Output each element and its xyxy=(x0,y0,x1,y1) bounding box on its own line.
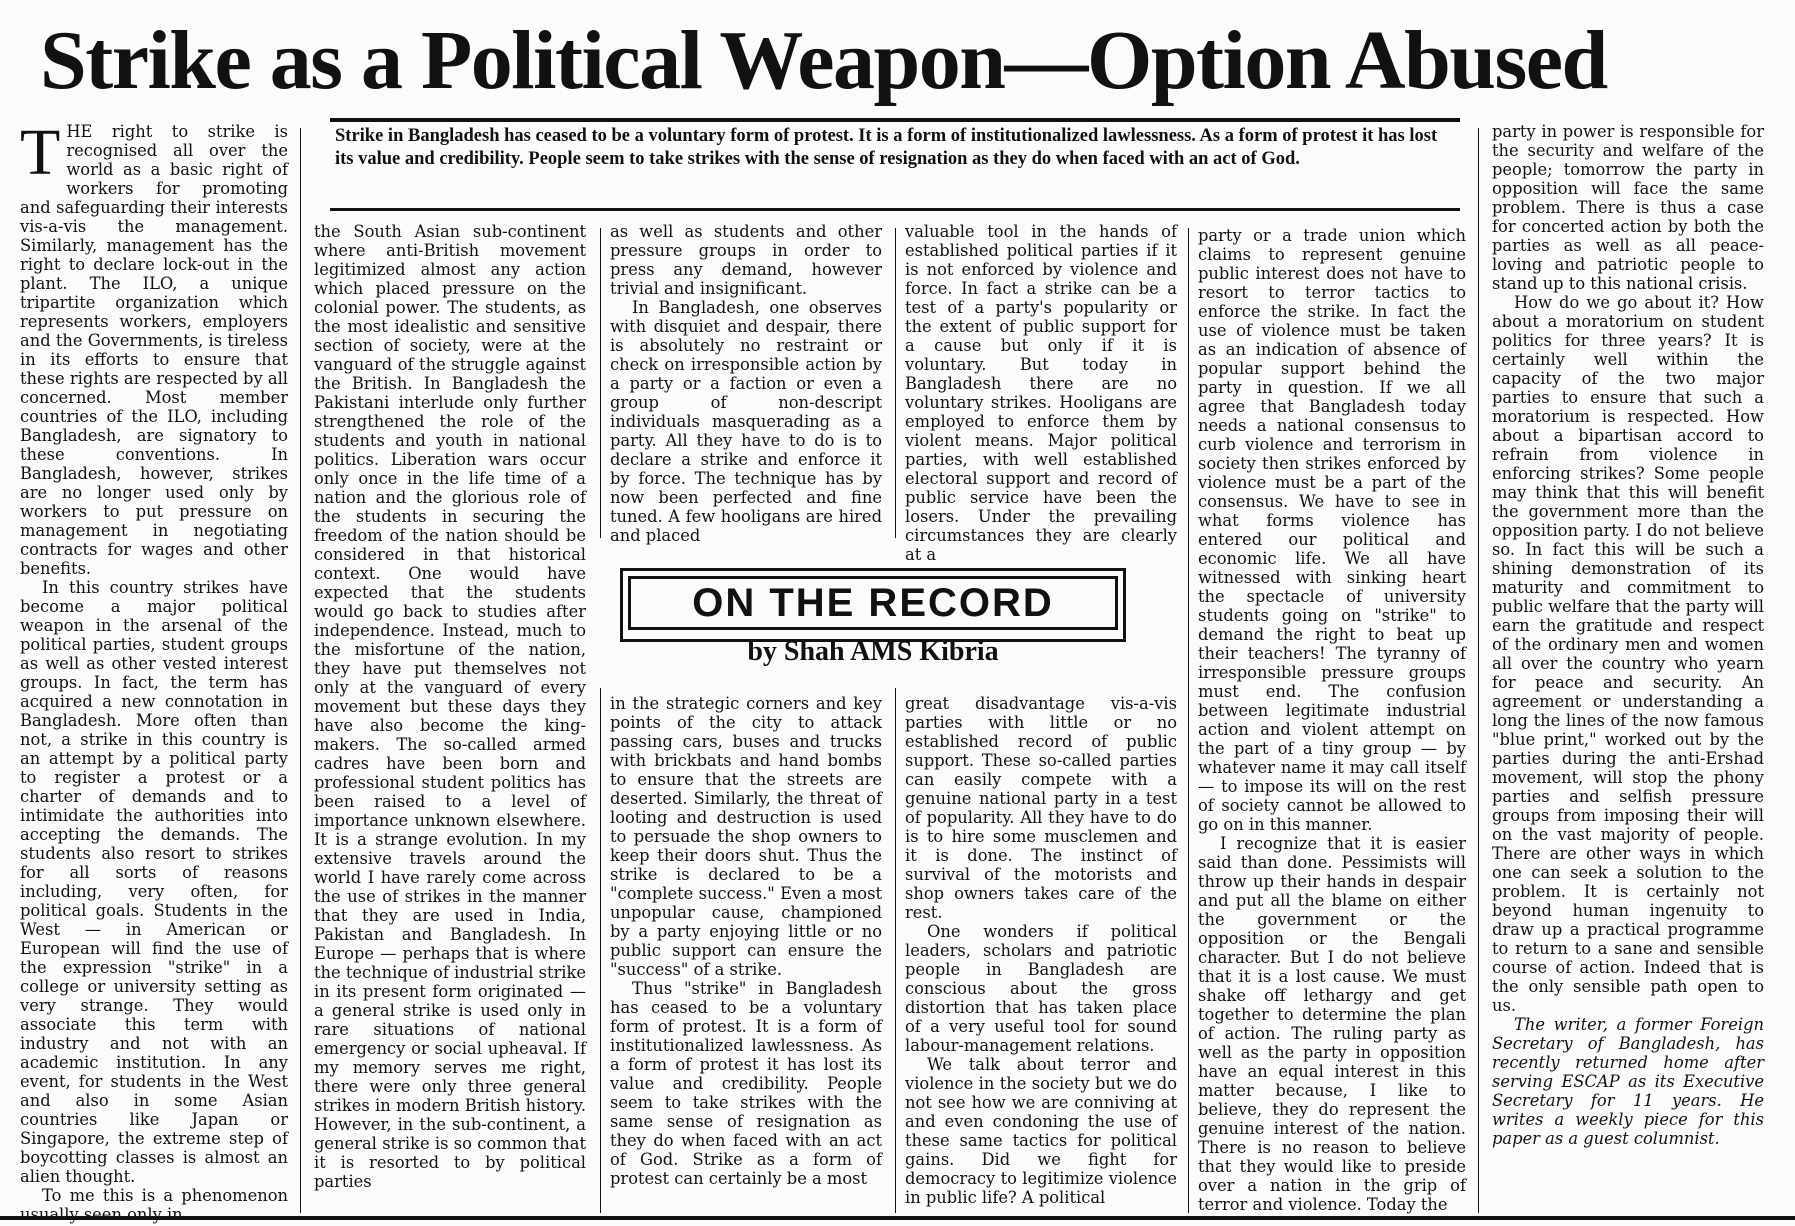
paragraph: great disadvantage vis-a-vis parties with little or no established record of public support. These so-called parties can easily compete with a genuine national party in a test of popularity. All they have to do is to hire some musclemen and it is done. The instinct of survival of the motorists and shop owners takes care of the rest. xyxy=(905,694,1177,922)
column-logo-title: ON THE RECORD xyxy=(628,576,1118,630)
deck-bottom-rule xyxy=(330,208,1460,211)
paragraph: as well as students and other pressure groups in order to press any demand, however trivial and insignificant. xyxy=(610,222,882,298)
paragraph: How do we go about it? How about a moratorium on student politics for three years? It is certainly well within the capacity of the two major parties to ensure that such a moratorium is respected. How about a bipartisan accord to refrain from violence in enforcing strikes? Some people may think that this will benefit the government more than the opposition party. I do not believe so. In fact this will be such a shining demonstration of its maturity and commitment to public welfare that the party will earn the gratitude and respect of the ordinary men and women all over the country who yearn for peace and security. An agreement or understanding a long the lines of the now famous "blue print," worked out by the parties during the anti-Ershad movement, will stop the phony parties and selfish pressure groups from imposing their will on the vast majority of people. There are other ways in which one can seek a solution to the problem. It is certainly not beyond human ingenuity to draw up a practical programme to return to a sane and sensible course of action. Indeed that is the only sensible path open to us. xyxy=(1492,293,1764,1015)
column-6 xyxy=(1492,122,1764,1214)
drop-cap: T xyxy=(20,116,61,189)
byline: by Shah AMS Kibria xyxy=(747,636,999,667)
paragraph: valuable tool in the hands of established political parties if it is not enforced by violence and force. In fact a strike can be a test of a party's popularity or the extent of public support for a cause but only if it is voluntary. But today in Bangladesh there are no voluntary strikes. Hooligans are employed to enforce them by violent means. Major political parties, with well established electoral support and record of public service have been the losers. Under the prevailing circumstances they are clearly at a xyxy=(905,222,1177,564)
paragraph: In this country strikes have become a major political weapon in the arsenal of the political parties, student groups as well as other vested interest groups. In fact, the term has acquired a new connotation in Bangladesh. More often than not, a strike in this country is an attempt by a political party to register a protest or a charter of demands and to intimidate the authorities into accepting the demands. The students also resort to strikes for all sorts of reasons including, very often, for political goals. Students in the West — in American or European will find the use of the expression "strike" in a college or university setting as very strange. They would associate this term with industry and not with an academic institution. In any event, for students in the West and also in some Asian countries like Japan or Singapore, the extreme step of boycotting classes is almost an alien thought. xyxy=(20,578,288,1186)
paragraph: One wonders if political leaders, scholars and patriotic people in Bangladesh are conscious about the gross distortion that has taken place of a very useful tool for sound labour-management relations. xyxy=(905,922,1177,1055)
column-divider xyxy=(300,128,301,1213)
paragraph-text: HE right to strike is recognised all over the world as a basic right of workers for promoting and safeguarding their interests vis-a-vis the management. Similarly, management has the right to declare lock-out in the plant. The ILO, a unique tripartite organization which represents workers, employers and the Governments, is tireless in its efforts to ensure that these rights are respected by all concerned. Most member countries of the ILO, including Bangladesh, are signatory to these conventions. In Bangladesh, however, strikes are no longer used only by workers to put pressure on management in negotiating contracts for wages and other benefits. xyxy=(20,122,288,578)
paragraph: Thus "strike" in Bangladesh has ceased to be a voluntary form of protest. It is a form of institutionalized lawlessness. As a form of protest it has lost its value and credibility. People seem to take strikes with the same sense of resignation as they do when faced with an act of God. Strike as a form of protest can certainly be a most xyxy=(610,979,882,1188)
paragraph: party in power is responsible for the security and welfare of the people; tomorrow the party in opposition will face the same problem. There is thus a case for concerted action by both the parties as well as all peace-loving and patriotic people to stand up to this national crisis. xyxy=(1492,122,1764,293)
column-divider xyxy=(895,228,896,538)
column-logo-box xyxy=(620,568,1126,642)
column-divider xyxy=(1188,228,1189,1213)
headline: Strike as a Political Weapon—Option Abused xyxy=(40,14,1607,107)
paragraph: party or a trade union which claims to represent genuine public interest does not have to resort to terror tactics to enforce the strike. In fact the use of violence must be taken as an indication of absence of popular support behind the party in question. If we all agree that Bangladesh today needs a national consensus to curb violence and terrorism in society then strikes enforced by violence must be a part of the consensus. We have to see in what forms violence has entered our political and economic life. We all have witnessed with sinking heart the spectacle of university students going on "strike" to demand the right to beat up their teachers! The tyranny of irresponsible pressure groups must end. The confusion between legitimate industrial action and violent attempt on the part of a tiny group — by whatever name it may call itself — to impose its will on the rest of society cannot be allowed to go on in this manner. xyxy=(1198,226,1466,834)
column-divider xyxy=(895,688,896,1213)
paragraph: in the strategic corners and key points of the city to attack passing cars, buses and trucks with brickbats and hand bombs to ensure that the streets are deserted. Similarly, the threat of looting and destruction is used to persuade the shop owners to keep their doors shut. Thus the strike is declared to be a "complete success." Even a most unpopular cause, championed by a party enjoying little or no public support can ensure the "success" of a strike. xyxy=(610,694,882,979)
column-divider xyxy=(1478,128,1479,1213)
column-4-bottom xyxy=(905,694,1177,1214)
deck-top-rule xyxy=(330,118,1460,122)
column-1 xyxy=(20,116,288,1224)
column-2 xyxy=(314,222,586,1214)
column-4-top xyxy=(905,222,1177,564)
paragraph: I recognize that it is easier said than done. Pessimists will throw up their hands in despair and put all the blame on either the government or the opposition or the Bengali character. But I do not believe that it is a lost cause. We must shake off lethargy and get together to determine the plan of action. The ruling party as well as the party in opposition have an equal interest in this matter because, I like to believe, they do represent the genuine interest of the nation. There is no reason to believe that they would like to preside over a nation in the grip of terror and violence. Today the xyxy=(1198,834,1466,1214)
paragraph: the South Asian sub-continent where anti-British movement legitimized almost any action which placed pressure on the colonial power. The students, as the most idealistic and sensitive section of society, were at the vanguard of the struggle against the British. In Bangladesh the Pakistani interlude only further strengthened the role of the students and youth in national politics. Liberation wars occur only once in the life time of a nation and the glorious role of the students in securing the freedom of the nation should be considered in that historical context. One would have expected that the students would go back to studies after independence. Instead, much to the misfortune of the nation, they have put themselves not only at the vanguard of every movement but these days they have also become the king-makers. The so-called armed cadres have been born and professional student politics has been raised to a level of importance unknown elsewhere. It is a strange evolution. In my extensive travels around the world I have rarely come across the use of strikes in the manner that they are used in India, Pakistan and Bangladesh. In Europe — perhaps that is where the technique of industrial strike in its present form originated — a general strike is used only in rare situations of national emergency or social upheaval. If my memory serves me right, there were only three general strikes in modern British history. However, in the sub-continent, a general strike is so common that it is resorted to by political parties xyxy=(314,222,587,1191)
column-3-bottom xyxy=(610,694,882,1214)
column-divider xyxy=(600,228,601,538)
author-bio: The writer, a former Foreign Secretary of Bangladesh, has recently returned home after serving ESCAP as its Executive Secretary for 11 years. He writes a weekly piece for this paper as a guest columnist. xyxy=(1492,1015,1764,1148)
paragraph xyxy=(20,116,288,578)
paragraph: To me this is a phenomenon usually seen only in xyxy=(20,1186,288,1224)
column-3-top xyxy=(610,222,882,544)
deck: Strike in Bangladesh has ceased to be a voluntary form of protest. It is a form of institutionalized lawlessness. As a form of protest it has lost its value and credibility. People seem to take strikes with the sense of resignation as they do when faced with an act of God. xyxy=(335,126,1438,169)
column-divider xyxy=(600,688,601,1213)
paragraph: We talk about terror and violence in the society but we do not see how we are conniving at and even condoning the use of these same tactics for political gains. Did we fight for democracy to legitimize violence in public life? A political xyxy=(905,1055,1177,1207)
column-5 xyxy=(1198,226,1466,1214)
paragraph: In Bangladesh, one observes with disquiet and despair, there is absolutely no restraint or check on irresponsible action by a party or a faction or even a group of non-descript individuals masquerading as a party. All they have to do is to declare a strike and enforce it by force. The technique has by now been perfected and fine tuned. A few hooligans are hired and placed xyxy=(610,298,882,545)
